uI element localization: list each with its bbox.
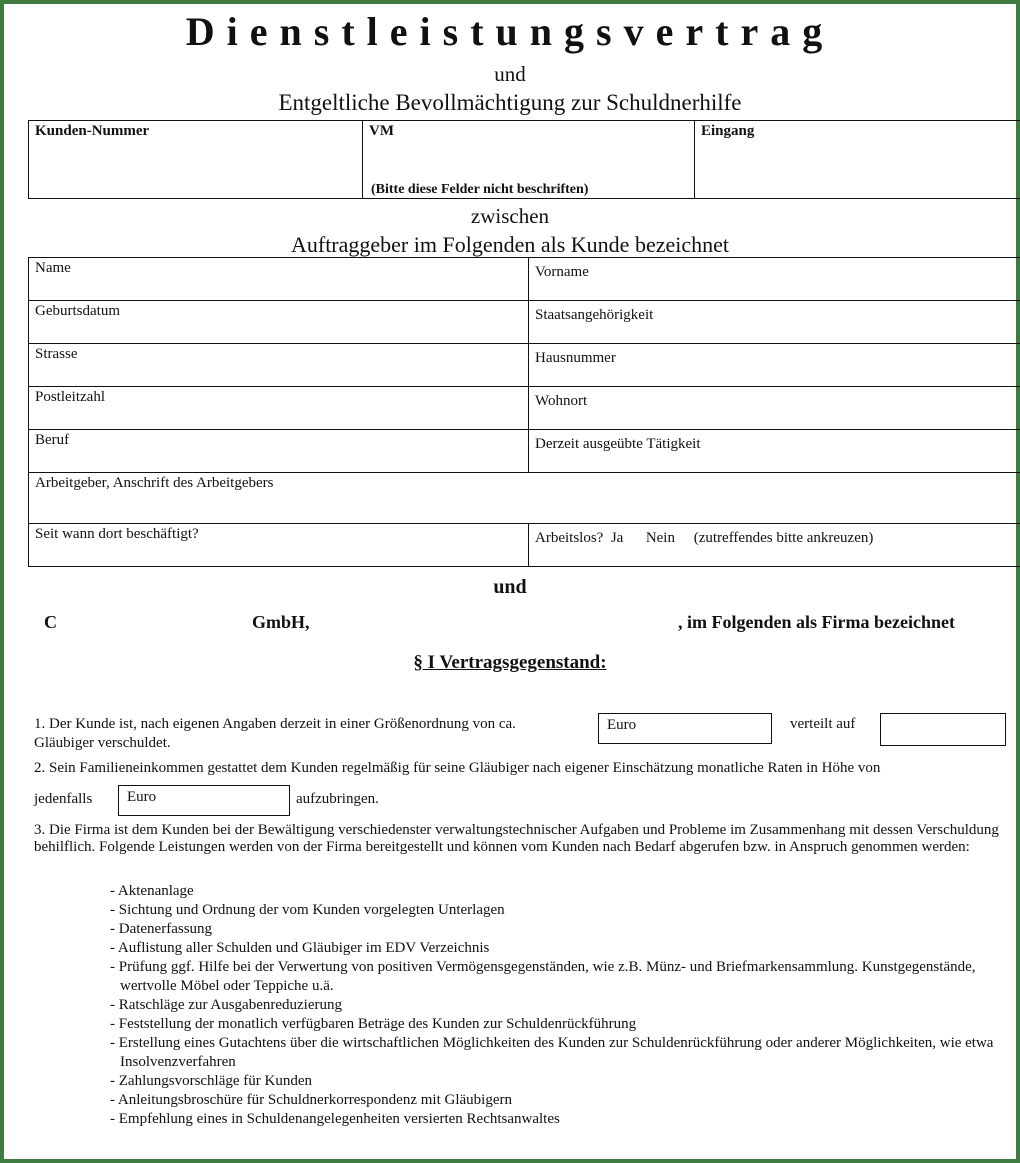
beruf-label: Beruf: [35, 432, 70, 448]
section-title: § I Vertragsgegenstand:: [413, 652, 607, 673]
service-item: - Datenerfassung: [110, 921, 213, 937]
office-fields-note: (Bitte diese Felder nicht beschriften): [371, 182, 589, 197]
debt-currency-label: Euro: [607, 717, 637, 733]
field-beruf[interactable]: [29, 430, 529, 473]
verteilt-label: verteilt auf: [790, 716, 856, 732]
auftraggeber-heading: Auftraggeber im Folgenden als Kunde bezeichnet: [290, 232, 729, 257]
field-wohnort[interactable]: [529, 387, 1020, 430]
seit-wann-label: Seit wann dort beschäftigt?: [35, 526, 199, 542]
field-eingang[interactable]: [695, 121, 1020, 199]
eingang-label: Eingang: [701, 123, 755, 139]
strasse-label: Strasse: [35, 346, 78, 362]
service-item: - Prüfung ggf. Hilfe bei der Verwertung von positiven Vermögensgegenständen, wie z.B. Münz- und Briefmarkensammlung. Kunstgegenstände, wertvolle Möbel oder Teppiche u.ä.: [110, 959, 976, 994]
paragraph-3: 3. Die Firma ist dem Kunden bei der Bewältigung verschiedenster verwaltungstechnischer Aufgaben und Probleme im Zusammenhang mit dessen Verschuldung behilflich. Folgende Leistungen werden von der Firma bereitgestellt und können vom Kunden nach Bedarf abgerufen bzw. in Anspruch genommen werden:: [34, 822, 999, 855]
staatsangehoerigkeit-label: Staatsangehörigkeit: [535, 307, 654, 323]
company-gmbh: GmbH,: [252, 612, 310, 632]
service-item: - Auflistung aller Schulden und Gläubiger im EDV Verzeichnis: [110, 940, 490, 956]
rate-currency-label: Euro: [127, 789, 157, 805]
company-c: C: [44, 612, 57, 632]
customer-form-table: [28, 257, 1020, 567]
service-item: - Anleitungsbroschüre für Schuldnerkorrespondenz mit Gläubigern: [110, 1092, 512, 1108]
creditor-count-field[interactable]: [880, 713, 1006, 746]
vm-label: VM: [369, 123, 394, 139]
field-strasse[interactable]: [29, 344, 529, 387]
zwischen-label: zwischen: [470, 204, 550, 228]
postleitzahl-label: Postleitzahl: [35, 389, 105, 405]
service-item: - Sichtung und Ordnung der vom Kunden vorgelegten Unterlagen: [110, 902, 505, 918]
service-item: - Zahlungsvorschläge für Kunden: [110, 1073, 313, 1089]
company-firma-label: , im Folgenden als Firma bezeichnet: [678, 612, 955, 632]
paragraph-1: 1. Der Kunde ist, nach eigenen Angaben derzeit in einer Größenordnung von ca.: [34, 716, 516, 732]
field-name[interactable]: [29, 258, 529, 301]
arbeitgeber-label: Arbeitgeber, Anschrift des Arbeitgebers: [35, 475, 274, 491]
name-label: Name: [35, 260, 71, 276]
field-hausnummer[interactable]: [529, 344, 1020, 387]
party-und: und: [493, 576, 527, 598]
field-geburtsdatum[interactable]: [29, 301, 529, 344]
field-vorname[interactable]: [529, 258, 1020, 301]
service-item: - Empfehlung eines in Schuldenangelegenheiten versierten Rechtsanwaltes: [110, 1111, 560, 1127]
debt-amount-field[interactable]: [598, 713, 772, 744]
arbeitslos-label: Arbeitslos? Ja Nein (zutreffendes bitte ankreuzen): [535, 530, 874, 546]
geburtsdatum-label: Geburtsdatum: [35, 303, 120, 319]
field-arbeitslos[interactable]: [529, 524, 1020, 567]
field-arbeitgeber[interactable]: [29, 473, 1020, 524]
service-item: - Feststellung der monatlich verfügbaren Beträge des Kunden zur Schuldenrückführung: [110, 1016, 637, 1032]
field-taetigkeit[interactable]: [529, 430, 1020, 473]
paragraph-2-end: aufzubringen.: [296, 791, 379, 807]
office-fields-table: [28, 120, 1020, 199]
field-vm[interactable]: [363, 121, 695, 199]
service-item: - Erstellung eines Gutachtens über die wirtschaftlichen Möglichkeiten des Kunden zur Schuldenrückführung oder anderer Möglichkeiten, wie etwa Insolvenzverfahren: [110, 1035, 994, 1070]
taetigkeit-label: Derzeit ausgeübte Tätigkeit: [535, 436, 701, 452]
service-item: - Aktenanlage: [110, 883, 194, 899]
monthly-rate-field[interactable]: [118, 785, 290, 816]
paragraph-1-end: Gläubiger verschuldet.: [34, 735, 171, 751]
field-kunden-nummer[interactable]: [29, 121, 363, 199]
vorname-label: Vorname: [535, 264, 589, 280]
paragraph-2-jedenfalls: jedenfalls: [34, 791, 93, 807]
paragraph-2: 2. Sein Familieneinkommen gestattet dem Kunden regelmäßig für seine Gläubiger nach eigener Einschätzung monatliche Raten in Höhe von: [34, 760, 881, 776]
title-und: und: [494, 62, 526, 86]
document-subtitle: Entgeltliche Bevollmächtigung zur Schuldnerhilfe: [278, 90, 742, 115]
document-title: Dienstleistungsvertrag: [185, 9, 835, 54]
services-list: [110, 882, 1010, 1129]
service-item: - Ratschläge zur Ausgabenreduzierung: [110, 997, 342, 1013]
field-postleitzahl[interactable]: [29, 387, 529, 430]
field-staatsangehoerigkeit[interactable]: [529, 301, 1020, 344]
hausnummer-label: Hausnummer: [535, 350, 616, 366]
wohnort-label: Wohnort: [535, 393, 588, 409]
kunden-nummer-label: Kunden-Nummer: [35, 123, 150, 139]
field-seit-wann[interactable]: [29, 524, 529, 567]
